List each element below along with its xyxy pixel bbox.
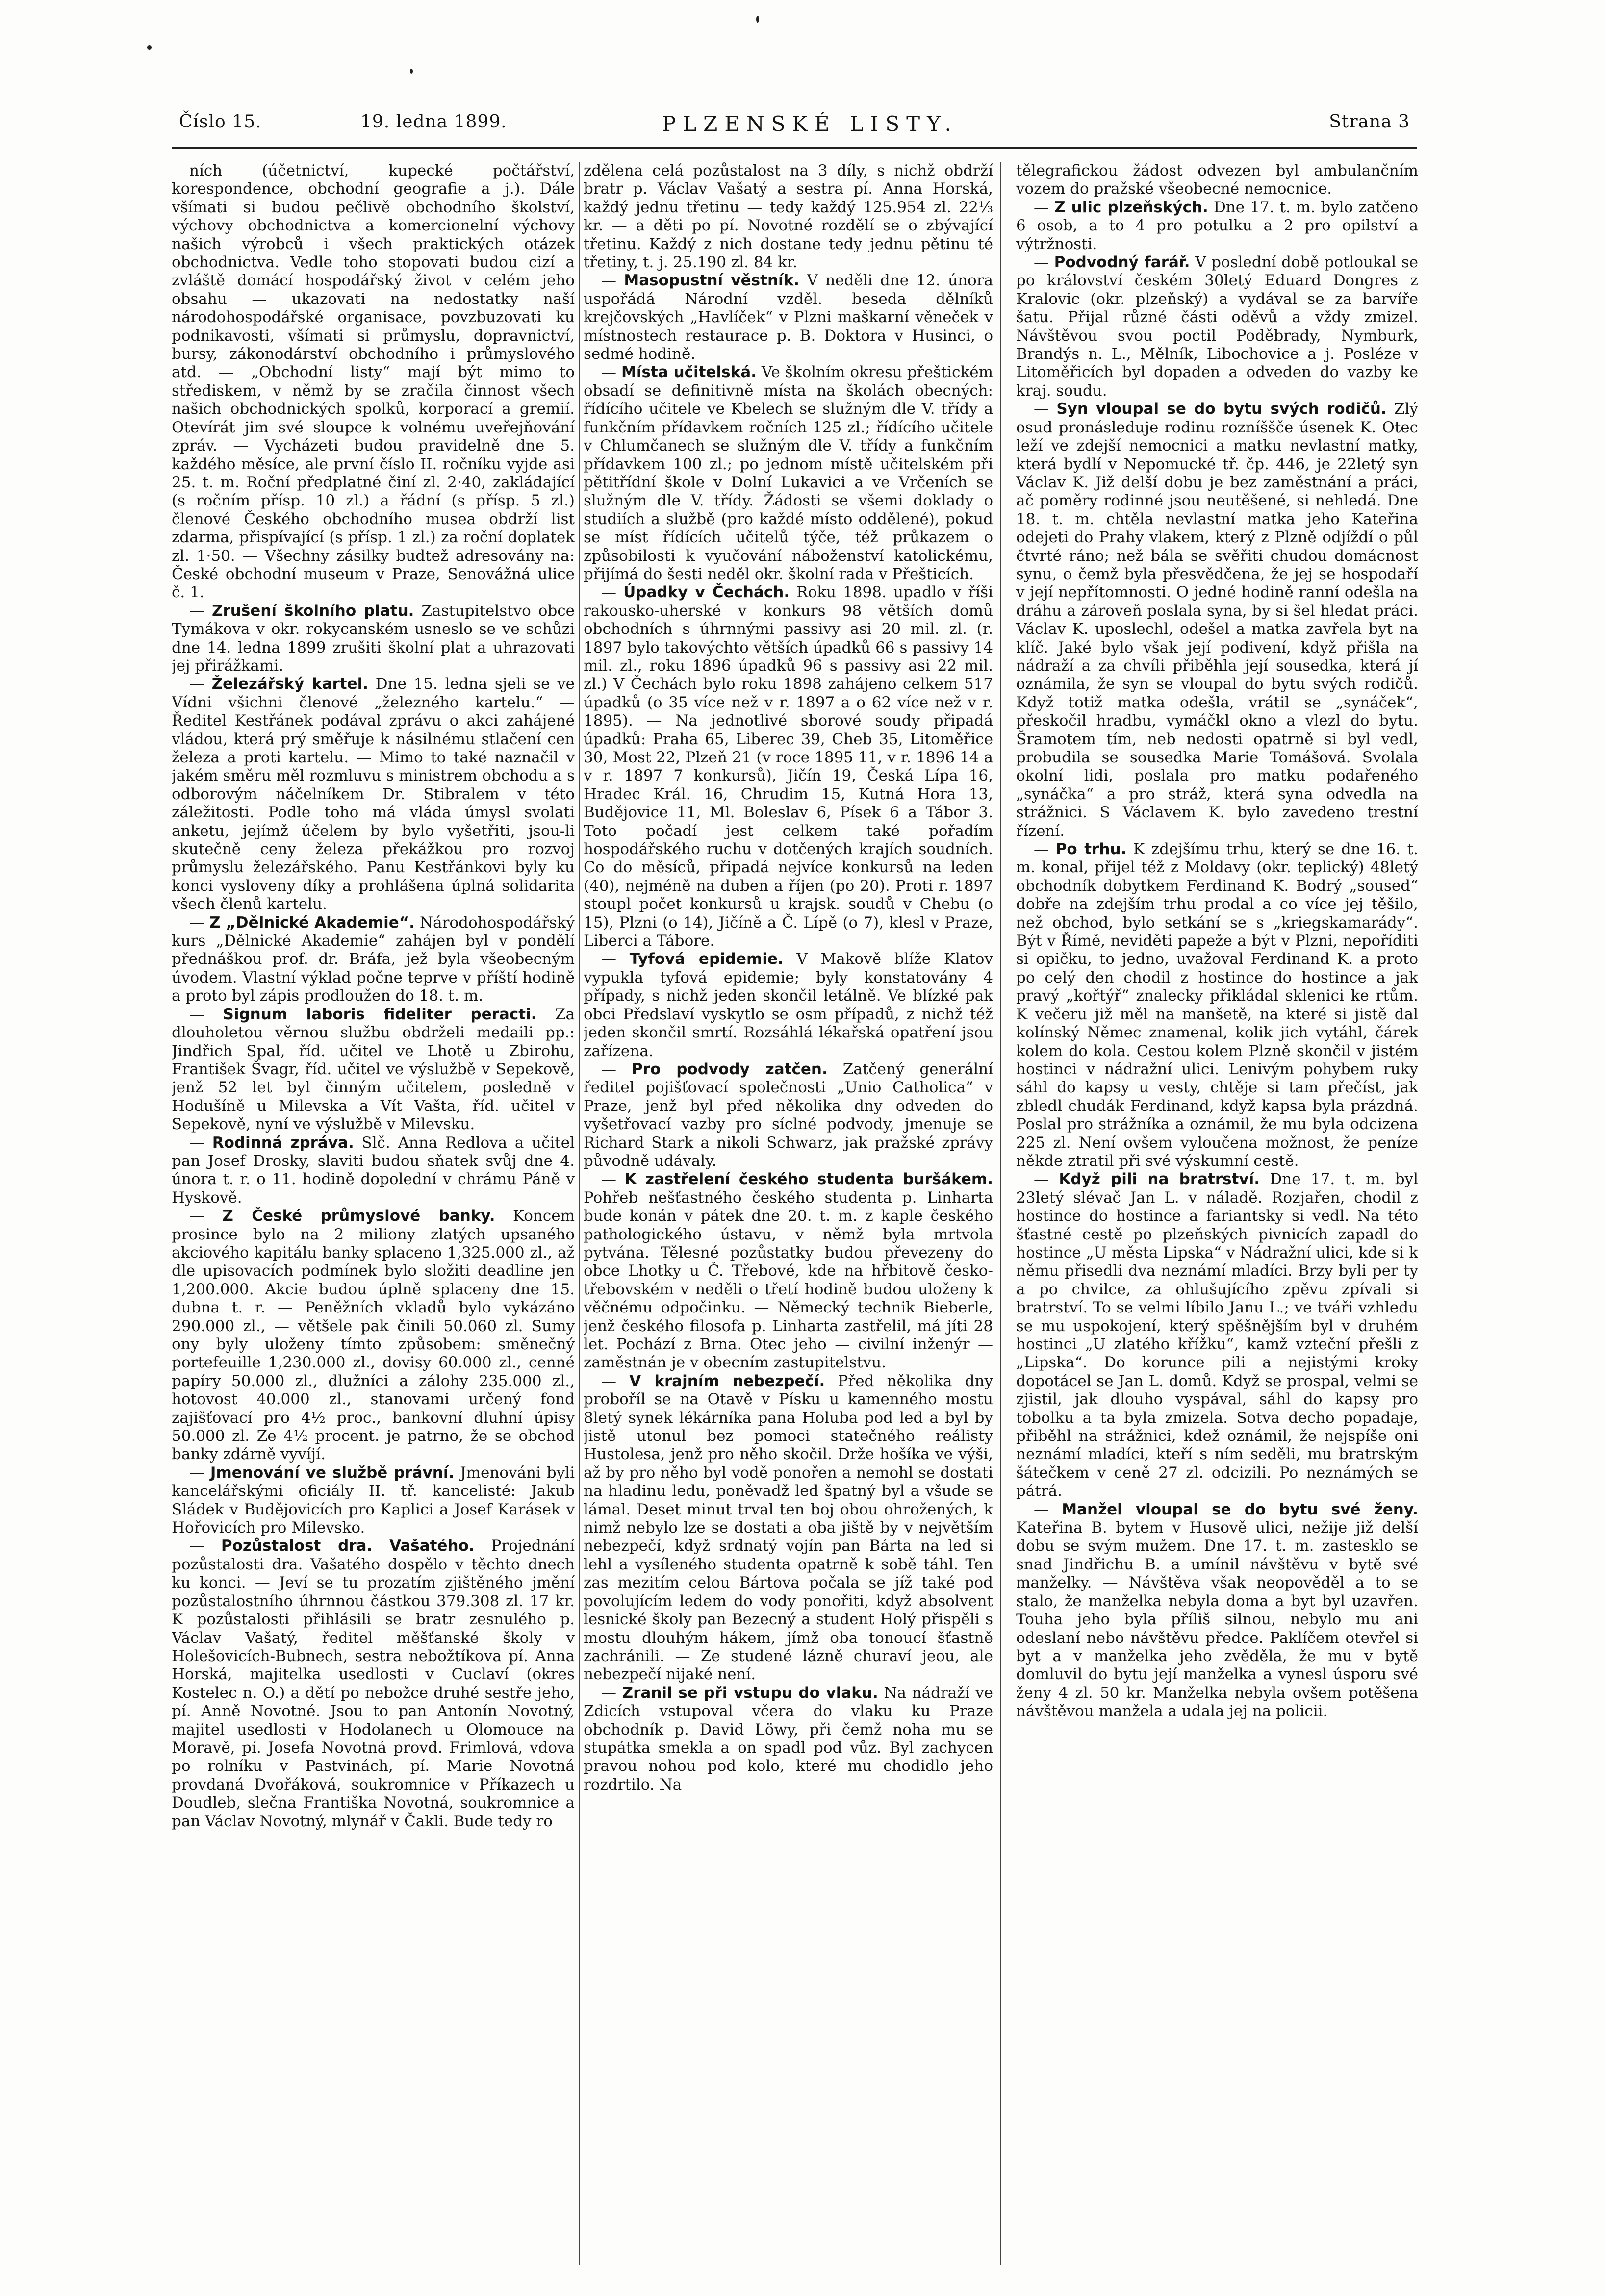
article: — Pro podvody zatčen. Zatčený generální ředitel pojišťovací společnosti „Unio Catholica“ v Praze, jenž byl před několika dny odveden do vyšetřovací vazby pro síclné podvody, jmenuje se Richard Stark a nikoli Schwarz, jak pražské zprávy původně udávaly. bbox=[584, 1060, 993, 1170]
article-text: Národohospodářský kurs „Dělnické Akademie“ zahájen byl v pondělí přednáškou prof. dr. Bráfa, jež byla všeobecným úvodem. Vlastní výklad počne teprve v příští hodině a proto byl zápis prodloužen do 18. t. m. bbox=[172, 913, 575, 1005]
article-text: Jmenováni byli kancelářskými oficiály II. tř. kancelisté: Jakub Sládek v Budějovicích pro Kaplici a Josef Karásek v Hořovicích pro Milevsko. bbox=[172, 1463, 575, 1537]
article-heading: Z ulic plzeňských. bbox=[1054, 198, 1208, 216]
article-text: Slč. Anna Redlova a učitel pan Josef Drosky, slaviti budou sňatek svůj dne 4. února t. r. o 11. hodině dopolední v chrámu Páně v Hyskově. bbox=[172, 1134, 575, 1207]
article-text: zdělena celá pozůstalost na 3 díly, s nichž obdrží bratr p. Václav Vašatý a sestra pí. Anna Horská, každý jednu třetinu — tedy každý 125.954 zl. 22⅓ kr. — a děti po pí. Novotné rozdělí se o zbývající třetinu. Každý z nich dostane tedy jednu pětinu té třetiny, t. j. 25.190 zl. 84 kr. bbox=[584, 162, 993, 272]
newspaper-title: PLZENSKÉ LISTY. bbox=[662, 112, 958, 136]
article: — Z České průmyslové banky. Koncem prosince bylo na 2 miliony zlatých upsaného akciového kapitálu banky splaceno 1,325.000 zl., až dle upisovacích podmínek bylo složiti deadline jen 1,200.000. Akcie budou úplně splaceny dne 15. dubna t. r. — Peněžních vkladů bylo vykázáno 290.000 zl., — většele pak činili 50.060 zl. Sumy ony byly uloženy tímto způsobem: směnečný portefeuille 1,230.000 zl., dovisy 60.000 zl., cenné papíry 50.000 zl., dlužníci a zálohy 235.000 zl., hotovost 40.000 zl., stanovami určený fond zajišťovací pro 4½ proc., bankovní dluhní úpisy 50.000 zl. Ze 4½ procent. je patrno, že se obchod banky zdárně vyvíjí. bbox=[172, 1207, 575, 1463]
article-heading: Úpadky v Čechách. bbox=[623, 583, 790, 602]
article-heading: Manžel vloupal se do bytu své ženy. bbox=[1062, 1500, 1418, 1518]
article-text: Dne 17. t. m. byl 23letý slévač Jan L. v náladě. Rozjařen, chodil z hostince do hostince a fariantsky si vedl. Na této šťastné cestě po plzeňských pivnicích zapadl do hostince „U města Lipska“ v Nádražní ulici, kde si k němu přisedli dva neznámí mladíci. Brzy byli per ty a po chvilce, za ohlušujícího zpěvu zpívali si bratrství. To se velmi líbilo Janu L.; ve tváři vzhledu se mu uspokojení, který spěšnějším byl v druhém hostinci „U zlatého křížku“, kamž vzteční přešli z „Lipska“. Do korunce pili a nejistými kroky dopotácel se Jan L. domů. Když se prospal, velmi se zjistil, jak dlouho vyspával, sáhl do kapsy pro tobolku a ta byla zmizela. Sotva decho popadaje, přiběhl na strážnici, kdež oznámil, že nejspíše oni neznámí mladíci, kteří s ním seděli, mu bratrským šátečkem v ceně 27 zl. odcizili. Po neznámých se pátrá. bbox=[1016, 1170, 1418, 1500]
article-heading: K zastřelení českého studenta buršákem. bbox=[625, 1170, 993, 1188]
page-number: Strana 3 bbox=[1329, 112, 1410, 132]
column-1 bbox=[172, 162, 575, 2260]
article-text: Dne 17. t. m. bylo zatčeno 6 osob, a to 4 pro potulku a 2 pro opilství a výtržnosti. bbox=[1016, 198, 1418, 253]
article-text: Pohřeb nešťastného českého studenta p. Linharta bude konán v pátek dne 20. t. m. z kaple českého pathologického ústavu, v němž byla mrtvola pytvána. Tělesné pozůstatky budou převezeny do obce Lhotky u Č. Třebové, kde na hřbitově česko-třebovském v neděli o třetí hodině budou uloženy k věčnému odpočinku. — Německý technik Bieberle, jenž českého filosofa p. Linharta zastřelil, má jíti 28 let. Pochází z Brna. Otec jeho — civilní inženýr — zaměstnán je v obecním zastupitelstvu. bbox=[584, 1188, 993, 1372]
article-heading: Místa učitelská. bbox=[621, 363, 757, 381]
article: — Železářský kartel. Dne 15. ledna sjeli se ve Vídni všichni členové „železného kartelu.“ — Ředitel Kestřánek podával zprávu o akci zahájené vládou, která prý směřuje k násilnému stlačení cen železa a proti kartelu. — Mimo to také naznačil v jakém směru měl rozmluvu s ministrem obchodu a s odborovým náčelníkem Dr. Stibralem v této záležitosti. Podle toho má vláda úmysl svolati anketu, jejímž účelem by bylo vyšetřiti, jsou-li skutečně ceny železa překážkou pro rozvoj průmyslu železářského. Panu Kestřánkovi byly ku konci vysloveny díky a prohlášena úplná solidarita všech členů kartelu. bbox=[172, 675, 575, 913]
article: — Když pili na bratrství. Dne 17. t. m. byl 23letý slévač Jan L. v náladě. Rozjařen, chodil z hostince do hostince a fariantsky si vedl. Na této šťastné cestě po plzeňských pivnicích zapadl do hostince „U města Lipska“ v Nádražní ulici, kde si k němu přisedli dva neznámí mladíci. Brzy byli per ty a po chvilce, za ohlušujícího zpěvu zpívali si bratrství. To se velmi líbilo Janu L.; ve tváři vzhledu se mu uspokojení, který spěšnějším byl v druhém hostinci „U zlatého křížku“, kamž vzteční přešli z „Lipska“. Do korunce pili a nejistými kroky dopotácel se Jan L. domů. Když se prospal, velmi se zjistil, jak dlouho vyspával, sáhl do kapsy pro tobolku a ta byla zmizela. Sotva decho popadaje, přiběhl na strážnici, kdež oznámil, že nejspíše oni neznámí mladíci, kteří s ním seděli, mu bratrským šátečkem v ceně 27 zl. odcizili. Po neznámých se pátrá. bbox=[1016, 1170, 1418, 1500]
article-heading: Z „Dělnické Akademie“. bbox=[209, 913, 415, 932]
article-text: Na nádraží ve Zdicích vstupoval včera do vlaku ku Praze obchodník p. David Löwy, při čemž noha mu se stupátka smekla a on spadl pod vůz. Byl zachycen pravou nohou pod kolo, které mu chodidlo jeho rozdrtilo. Na bbox=[584, 1684, 993, 1793]
article-heading: Z České průmyslové banky. bbox=[222, 1207, 495, 1225]
article-heading: Tyfová epidemie. bbox=[629, 950, 784, 968]
article-heading: Po trhu. bbox=[1055, 840, 1127, 858]
page-header bbox=[179, 112, 1410, 141]
article: — Pozůstalost dra. Vašatého. Projednání pozůstalosti dra. Vašatého dospělo v těchto dnech ku konci. — Jeví se tu prozatím zjištěného jmění pozůstalostního úhrnnou částkou 379.308 zl. 17 kr. K pozůstalosti přihlásili se bratr zesnulého p. Václav Vašatý, ředitel měšťanské školy v Holešovicích-Bubnech, sestra nebožtíkova pí. Anna Horská, majitelka usedlosti v Cuclaví (okres Kostelec n. O.) a dětí po nebožce druhé sestře jeho, pí. Anně Novotné. Jsou to pan Antonín Novotný, majitel usedlosti v Hodolanech u Olomouce na Moravě, pí. Josefa Novotná provd. Frimlová, vdova po rolníku v Pastvinách, pí. Marie Novotná provdaná Dvořáková, soukromnice v Příkazech u Doudleb, slečna Františka Novotná, soukromnice a pan Václav Novotný, mlynář v Čakli. Bude tedy ro bbox=[172, 1537, 575, 1830]
scan-speck bbox=[147, 45, 152, 50]
article-text: ních (účetnictví, kupecké počtářství, korespondence, obchodní geografie a j.). Dále všímati si budou pečlivě obchodního školství, výchovy obchodnictva a komercionelní výchovy našich výrobců i všech praktických otázek obchodnictva. Vedle toho stopovati budou cizí a zvláště domácí hospodářský život v celém jeho obsahu — ukazovati na nedostatky naší národohospodářské organisace, povzbuzovati ku podnikavosti, všímati si průmyslu, dopravnictví, bursy, zákonodárství obchodního i průmyslového atd. — „Obchodní listy“ mají být mimo to střediskem, v němž by se zračila činnost všech našich obchodnických spolků, korporací a gremií. Otevírát jim své sloupce k volnému uveřejňování zpráv. — Vycházeti budou pravidelně dne 5. každého měsíce, ale první číslo II. ročníku vyjde asi 25. t. m. Roční předplatné činí zl. 2·40, zakládající (s ročním přísp. 10 zl.) a řádní (s přísp. 5 zl.) členové Českého obchodního musea obdrží list zdarma, přispívající (s přísp. 1 zl.) za roční doplatek zl. 1·50. — Všechny zásilky budtež adresovány na: České obchodní museum v Praze, Senovážná ulice č. 1. bbox=[172, 162, 575, 602]
article-heading: V krajním nebezpečí. bbox=[629, 1372, 825, 1390]
article: — Místa učitelská. Ve školním okresu přeštickém obsadí se definitivně místa na školách obecných: řídícího učitele ve Kbelech se služným dle V. třídy a funkčním přídavkem ročních 125 zl.; řídícího učitele v Chlumčanech se služným dle V. třídy a funkčním přídavkem 100 zl.; po jednom místě učitelském při pětitřídní škole v Dolní Lukavici a ve Vrčeních se služným dle V. třídy. Žádosti se všemi doklady o studiích a službě (pro každé místo oddělené), pokud se míst řídících učitelů týče, též průkazem o způsobilosti k vyučování náboženství katolickému, přijímá do šesti neděl okr. školní rada v Přešticích. bbox=[584, 363, 993, 583]
header-rule bbox=[172, 147, 1417, 149]
article: — Z „Dělnické Akademie“. Národohospodářský kurs „Dělnické Akademie“ zahájen byl v pondělí přednáškou prof. dr. Bráfa, jež byla všeobecným úvodem. Vlastní výklad počne teprve v příští hodině a proto byl zápis prodloužen do 18. t. m. bbox=[172, 913, 575, 1005]
article-text: Zlý osud pronásleduje rodinu rozníššče úsenek K. Otec leží ve zdejší nemocnici a matku nevlastní matky, která bydlí v Nepomucké tř. čp. 446, je 22letý syn Václav K. Již delší dobu je bez zaměstnání a práci, ač poměry rodinné jsou neutěšené, si nehledá. Dne 18. t. m. chtěla nevlastní matka jeho Kateřina odejeti do Prahy vlakem, který z Plzně odjíždí o půl čtvrté ráno; než bála se svěřiti chudou domácnost synu, o čemž byla přesvědčena, že jej se hospodaří v její nepřítomnosti. O jedné hodině ranní odešla na dráhu a zároveň poslala syna, by si šel hledat práci. Václav K. uposlechl, odešel a matka zavřela byt na klíč. Jaké bylo však její podivení, když přišla na nádraží a za chvíli přiběhla její sousedka, která jí oznámila, že syn se vloupal do bytu svých rodičů. Když totiž matka odešla, vrátil se „synáček“, přeskočil hradbu, vymáčkl okno a vlezl do bytu. Šramotem tím, neb nedosti opatrně si byl vedl, probudila se sousedka Marie Tomášová. Svolala okolní lidi, poslala pro matku podařeného „synáčka“ a pro stráž, která syna odvedla na strážnici. S Václavem K. bylo zavedeno trestní řízení. bbox=[1016, 400, 1418, 840]
article-text: V poslední době potloukal se po království českém 30letý Eduard Dongres z Kralovic (okr. plzeňský) a vydával se za barvíře šatu. Přijal různé části oděvů a vždy zmizel. Návštěvou svou poctil Poděbrady, Nymburk, Brandýs n. L., Mělník, Libochovice a j. Posléze v Litoměřicích byl dopaden a odveden do vazby ke kraj. soudu. bbox=[1016, 253, 1418, 400]
article-text: Roku 1898. upadlo v říši rakousko-uherské v konkurs 98 větších domů obchodních s úhrnnými passivy asi 20 mil. zl. (r. 1897 bylo takovýchto větších úpadků 66 s passivy 14 mil. zl., roku 1896 úpadků 96 s passivy asi 22 mil. zl.) V Čechách bylo roku 1898 zahájeno celkem 517 úpadků (o 35 více než v r. 1897 a o 62 více než v r. 1895). — Na jednotlivé sborové soudy připadá úpadků: Praha 65, Liberec 39, Cheb 35, Litoměřice 30, Most 22, Plzeň 21 (v roce 1895 11, v r. 1896 14 a v r. 1897 7 konkursů), Jičín 19, Česká Lípa 16, Hradec Král. 16, Chrudim 15, Kutná Hora 13, Budějovice 11, Ml. Boleslav 6, Písek 6 a Tábor 3. Toto počadí jest celkem také pořadím hospodářského ruchu v dotčených krajích soudních. Co do měsíců, připadá nejvíce konkursů na leden (40), nejméně na duben a říjen (po 20). Proti r. 1897 stoupl počet konkursů u krajsk. soudů v Chebu (o 15), Plzni (o 14), Jičíně a Č. Lípě (o 7), klesl v Praze, Liberci a Tábore. bbox=[584, 583, 993, 950]
article-heading: Podvodný farář. bbox=[1054, 253, 1190, 272]
article-heading: Železářský kartel. bbox=[211, 675, 369, 693]
article-heading: Pozůstalost dra. Vašatého. bbox=[221, 1537, 475, 1555]
scan-speck bbox=[410, 69, 413, 74]
issue-number: Číslo 15. bbox=[179, 112, 262, 132]
article: — Manžel vloupal se do bytu své ženy. Kateřina B. bytem v Husově ulici, nežije již delší dobu se svým mužem. Dne 17. t. m. zastesklo se snad Jindřichu B. a umínil návštěvu v bytě své manželky. — Návštěva však neopověděl a to se stalo, že manželka nebyla doma a byt byl uzavřen. Touha jeho byla příliš silnou, nebylo mu ani odeslaní nebo návštěvu předce. Paklíčem otevřel si byt a v manželka jeho zvěděla, že mu v bytě domluvil do bytu její manželka a vynesl úsporu své ženy 4 zl. 50 kr. Manželka nebyla ovšem potěšena návštěvou manžela a udala jej na policii. bbox=[1016, 1500, 1418, 1720]
article: — V krajním nebezpečí. Před několika dny proboříl se na Otavě v Písku u kamenného mostu 8letý synek lékárníka pana Holuba pod led a byl by jistě utonul bez pomoci statečného reálisty Hustolesa, jenž pro něho skočil. Drže hošíka ve výši, až by pro něho byl vodě ponořen a nemohl se dostati na hladinu ledu, poněvadž led špatný byl a všude se lámal. Deset minut trval ten boj obou ohrožených, k nimž nebylo lze se dostati a oba jiště by v největším nebezpečí, když srdnatý vojín pan Bárta na led si lehl a vysíleného studenta opatrně k sobě táhl. Ten zas mezitím celou Bártova počala se jíž také pod povolujícím ledem do vody ponořiti, když absolvent lesnické školy pan Bezecný a student Holý přispěli s mostu dlouhým hákem, jímž oba tonoucí šťastně zachránili. — Ze studené lázně churaví jeou, ale nebezpečí nijaké není. bbox=[584, 1372, 993, 1684]
article: — Tyfová epidemie. V Makově blíže Klatov vypukla tyfová epidemie; byly konstatovány 4 případy, s nichž jeden skončil letálně. Ve blízké pak obci Předslaví vyskytlo se osm případů, z nichž též jeden skončil smrtí. Rozsáhlá lékařská opatření jsou zařízena. bbox=[584, 950, 993, 1060]
article: — Zranil se při vstupu do vlaku. Na nádraží ve Zdicích vstupoval včera do vlaku ku Praze obchodník p. David Löwy, při čemž noha mu se stupátka smekla a on spadl pod vůz. Byl zachycen pravou nohou pod kolo, které mu chodidlo jeho rozdrtilo. Na bbox=[584, 1684, 993, 1793]
article: — Z ulic plzeňských. Dne 17. t. m. bylo zatčeno 6 osob, a to 4 pro potulku a 2 pro opilství a výtržnosti. bbox=[1016, 198, 1418, 253]
article-text: K zdejšímu trhu, který se dne 16. t. m. konal, přijel též z Moldavy (okr. teplický) 48letý obchodník dobytkem Ferdinand K. Bodrý „soused“ dobře na zdejším trhu prodal a co více jej těšilo, než obchod, bylo setkání se s „kriegskamarády“. Být v Římě, neviděti papeže a být v Plzni, nepoříditi si opičku, to jedno, uvažoval Ferdinand K. a proto po celý den chodil z hostince do hostince a jak pravý „kořtýř“ znalecky přikládal sklenici ke rtům. K večeru již měl na manšetě, na které si jistě dal kolínský Němec znamenal, kolik jich vytáhl, čárek kolem do kola. Cestou kolem Plzně skončil v jistém hostinci v nádražní ulici. Lenivým pohybem ruky sáhl do kapsy u vesty, chtěje si tam přečíst, jak zbledl chudák Ferdinand, když kapsa byla prázdná. Poslal pro strážníka a oznámil, že mu byla odcizena 225 zl. Není ovšem vyloučena možnost, že peníze někde ztratil při své výskumní cestě. bbox=[1016, 840, 1418, 1170]
article-heading: Syn vloupal se do bytu svých rodičů. bbox=[1056, 400, 1387, 418]
article-text: tělegrafickou žádost odvezen byl ambulančním vozem do pražské všeobecné nemocnice. bbox=[1016, 162, 1418, 198]
article-heading: Zrušení školního platu. bbox=[211, 602, 414, 620]
column-divider bbox=[579, 162, 580, 2265]
article-text: Dne 15. ledna sjeli se ve Vídni všichni členové „železného kartelu.“ — Ředitel Kestřánek podával zprávu o akci zahájené vládou, která prý směřuje k násilnému stlačení cen železa a proti kartelu. — Mimo to také naznačil v jakém směru měl rozmluvu s ministrem obchodu a s odborovým náčelníkem Dr. Stibralem v této záležitosti. Podle toho má vláda úmysl svolati anketu, jejímž účelem by bylo vyšetřiti, jsou-li skutečně ceny železa překážkou pro rozvoj průmyslu železářského. Panu Kestřánkovi byly ku konci vysloveny díky a prohlášena úplná solidarita všech členů kartelu. bbox=[172, 675, 575, 913]
article: — Rodinná zpráva. Slč. Anna Redlova a učitel pan Josef Drosky, slaviti budou sňatek svůj dne 4. února t. r. o 11. hodině dopolední v chrámu Páně v Hyskově. bbox=[172, 1134, 575, 1207]
article: — Podvodný farář. V poslední době potloukal se po království českém 30letý Eduard Dongres z Kralovic (okr. plzeňský) a vydával se za barvíře šatu. Přijal různé části oděvů a vždy zmizel. Návštěvou svou poctil Poděbrady, Nymburk, Brandýs n. L., Mělník, Libochovice a j. Posléze v Litoměřicích byl dopaden a odveden do vazby ke kraj. soudu. bbox=[1016, 253, 1418, 400]
article: — K zastřelení českého studenta buršákem. Pohřeb nešťastného českého studenta p. Linharta bude konán v pátek dne 20. t. m. z kaple českého pathologického ústavu, v němž byla mrtvola pytvána. Tělesné pozůstatky budou převezeny do obce Lhotky u Č. Třebové, kde na hřbitově česko-třebovském v neděli o třetí hodině budou uloženy k věčnému odpočinku. — Německý technik Bieberle, jenž českého filosofa p. Linharta zastřelil, má jíti 28 let. Pochází z Brna. Otec jeho — civilní inženýr — zaměstnán je v obecním zastupitelstvu. bbox=[584, 1170, 993, 1372]
article bbox=[172, 162, 575, 602]
article-text: V Makově blíže Klatov vypukla tyfová epidemie; byly konstatovány 4 případy, s nichž jeden skončil letálně. Ve blízké pak obci Předslaví vyskytlo se osm případů, z nichž též jeden skončil smrtí. Rozsáhlá lékařská opatření jsou zařízena. bbox=[584, 950, 993, 1060]
article: — Po trhu. K zdejšímu trhu, který se dne 16. t. m. konal, přijel též z Moldavy (okr. teplický) 48letý obchodník dobytkem Ferdinand K. Bodrý „soused“ dobře na zdejším trhu prodal a co více jej těšilo, než obchod, bylo setkání se s „kriegskamarády“. Být v Římě, neviděti papeže a být v Plzni, nepoříditi si opičku, to jedno, uvažoval Ferdinand K. a proto po celý den chodil z hostince do hostince a jak pravý „kořtýř“ znalecky přikládal sklenici ke rtům. K večeru již měl na manšetě, na které si jistě dal kolínský Němec znamenal, kolik jich vytáhl, čárek kolem do kola. Cestou kolem Plzně skončil v jistém hostinci v nádražní ulici. Lenivým pohybem ruky sáhl do kapsy u vesty, chtěje si tam přečíst, jak zbledl chudák Ferdinand, když kapsa byla prázdná. Poslal pro strážníka a oznámil, že mu byla odcizena 225 zl. Není ovšem vyloučena možnost, že peníze někde ztratil při své výskumní cestě. bbox=[1016, 840, 1418, 1170]
article-text: Zastupitelstvo obce Tymákova v okr. rokycanském usneslo se ve schůzi dne 14. ledna 1899 zrušiti školní plat a uhrazovati jej přirážkami. bbox=[172, 602, 575, 675]
column-divider bbox=[1000, 162, 1001, 2265]
article bbox=[584, 162, 993, 272]
column-2 bbox=[584, 162, 993, 2260]
article-text: Kateřina B. bytem v Husově ulici, nežije již delší dobu se svým mužem. Dne 17. t. m. zastesklo se snad Jindřichu B. a umínil návštěvu v bytě své manželky. — Návštěva však neopověděl a to se stalo, že manželka nebyla doma a byt byl uzavřen. Touha jeho byla příliš silnou, nebylo mu ani odeslaní nebo návštěvu předce. Paklíčem otevřel si byt a v manželka jeho zvěděla, že mu v bytě domluvil do bytu její manželka a vynesl úsporu své ženy 4 zl. 50 kr. Manželka nebyla ovšem potěšena návštěvou manžela a udala jej na policii. bbox=[1016, 1519, 1418, 1720]
article: — Jmenování ve službě právní. Jmenováni byli kancelářskými oficiály II. tř. kancelisté: Jakub Sládek v Budějovicích pro Kaplici a Josef Karásek v Hořovicích pro Milevsko. bbox=[172, 1463, 575, 1537]
article-text: Ve školním okresu přeštickém obsadí se definitivně místa na školách obecných: řídícího učitele ve Kbelech se služným dle V. třídy a funkčním přídavkem ročních 125 zl.; řídícího učitele v Chlumčanech se služným dle V. třídy a funkčním přídavkem 100 zl.; po jednom místě učitelském při pětitřídní škole v Dolní Lukavici a ve Vrčeních se služným dle V. třídy. Žádosti se všemi doklady o studiích a službě (pro každé místo oddělené), pokud se míst řídících učitelů týče, též průkazem o způsobilosti k vyučování náboženství katolickému, přijímá do šesti neděl okr. školní rada v Přešticích. bbox=[584, 363, 993, 583]
article: — Syn vloupal se do bytu svých rodičů. Zlý osud pronásleduje rodinu rozníššče úsenek K. Otec leží ve zdejší nemocnici a matku nevlastní matky, která bydlí v Nepomucké tř. čp. 446, je 22letý syn Václav K. Již delší dobu je bez zaměstnání a práci, ač poměry rodinné jsou neutěšené, si nehledá. Dne 18. t. m. chtěla nevlastní matka jeho Kateřina odejeti do Prahy vlakem, který z Plzně odjíždí o půl čtvrté ráno; než bála se svěřiti chudou domácnost synu, o čemž byla přesvědčena, že jej se hospodaří v její nepřítomnosti. O jedné hodině ranní odešla na dráhu a zároveň poslala syna, by si šel hledat práci. Václav K. uposlechl, odešel a matka zavřela byt na klíč. Jaké bylo však její podivení, když přišla na nádraží a za chvíli přiběhla její sousedka, která jí oznámila, že syn se vloupal do bytu svých rodičů. Když totiž matka odešla, vrátil se „synáček“, přeskočil hradbu, vymáčkl okno a vlezl do bytu. Šramotem tím, neb nedosti opatrně si byl vedl, probudila se sousedka Marie Tomášová. Svolala okolní lidi, poslala pro matku podařeného „synáčka“ a pro stráž, která syna odvedla na strážnici. S Václavem K. bylo zavedeno trestní řízení. bbox=[1016, 400, 1418, 840]
article: — Zrušení školního platu. Zastupitelstvo obce Tymákova v okr. rokycanském usneslo se ve schůzi dne 14. ledna 1899 zrušiti školní plat a uhrazovati jej přirážkami. bbox=[172, 602, 575, 675]
column-3 bbox=[1016, 162, 1418, 2260]
article-text: Zatčený generální ředitel pojišťovací společnosti „Unio Catholica“ v Praze, jenž byl před několika dny odveden do vyšetřovací vazby pro síclné podvody, jmenuje se Richard Stark a nikoli Schwarz, jak pražské zprávy původně udávaly. bbox=[584, 1060, 993, 1170]
article-text: Před několika dny proboříl se na Otavě v Písku u kamenného mostu 8letý synek lékárníka pana Holuba pod led a byl by jistě utonul bez pomoci statečného reálisty Hustolesa, jenž pro něho skočil. Drže hošíka ve výši, až by pro něho byl vodě ponořen a nemohl se dostati na hladinu ledu, poněvadž led špatný byl a všude se lámal. Deset minut trval ten boj obou ohrožených, k nimž nebylo lze se dostati a oba jiště by v největším nebezpečí, když srdnatý vojín pan Bárta na led si lehl a vysíleného studenta opatrně k sobě táhl. Ten zas mezitím celou Bártova počala se jíž také pod povolujícím ledem do vody ponořiti, když absolvent lesnické školy pan Bezecný a student Holý přispěli s mostu dlouhým hákem, jímž oba tonoucí šťastně zachránili. — Ze studené lázně churaví jeou, ale nebezpečí nijaké není. bbox=[584, 1372, 993, 1684]
article-text: V neděli dne 12. února uspořádá Národní vzděl. beseda dělníků krejčovských „Havlíček“ v Plzni maškarní věneček v místnostech restaurace p. B. Doktora v Husinci, o sedmé hodině. bbox=[584, 272, 993, 363]
article-heading: Signum laboris fideliter peracti. bbox=[223, 1005, 537, 1023]
article-heading: Když pili na bratrství. bbox=[1059, 1170, 1260, 1188]
article-heading: Masopustní věstník. bbox=[624, 272, 800, 290]
article-text: Za dlouholetou věrnou službu obdrželi medaili pp.: Jindřich Spal, říd. učitel ve Lhotě u Zbirohu, František Švagr, říd. učitel ve výslužbě v Sepekově, jenž 52 let byl činným učitelem, posledně v Hodušíně u Milevska a Vít Vašta, říd. učitel v Sepekově, nyní ve výslužbě v Milevsku. bbox=[172, 1005, 575, 1134]
article: — Úpadky v Čechách. Roku 1898. upadlo v říši rakousko-uherské v konkurs 98 větších domů obchodních s úhrnnými passivy asi 20 mil. zl. (r. 1897 bylo takovýchto větších úpadků 66 s passivy 14 mil. zl., roku 1896 úpadků 96 s passivy asi 22 mil. zl.) V Čechách bylo roku 1898 zahájeno celkem 517 úpadků (o 35 více než v r. 1897 a o 62 více než v r. 1895). — Na jednotlivé sborové soudy připadá úpadků: Praha 65, Liberec 39, Cheb 35, Litoměřice 30, Most 22, Plzeň 21 (v roce 1895 11, v r. 1896 14 a v r. 1897 7 konkursů), Jičín 19, Česká Lípa 16, Hradec Král. 16, Chrudim 15, Kutná Hora 13, Budějovice 11, Ml. Boleslav 6, Písek 6 a Tábor 3. Toto počadí jest celkem také pořadím hospodářského ruchu v dotčených krajích soudních. Co do měsíců, připadá nejvíce konkursů na leden (40), nejméně na duben a říjen (po 20). Proti r. 1897 stoupl počet konkursů u krajsk. soudů v Chebu (o 15), Plzni (o 14), Jičíně a Č. Lípě (o 7), klesl v Praze, Liberci a Tábore. bbox=[584, 583, 993, 950]
article-heading: Rodinná zpráva. bbox=[212, 1134, 354, 1152]
article: — Masopustní věstník. V neděli dne 12. února uspořádá Národní vzděl. beseda dělníků krejčovských „Havlíček“ v Plzni maškarní věneček v místnostech restaurace p. B. Doktora v Husinci, o sedmé hodině. bbox=[584, 272, 993, 363]
article: — Signum laboris fideliter peracti. Za dlouholetou věrnou službu obdrželi medaili pp.: Jindřich Spal, říd. učitel ve Lhotě u Zbirohu, František Švagr, říd. učitel ve výslužbě v Sepekově, jenž 52 let byl činným učitelem, posledně v Hodušíně u Milevska a Vít Vašta, říd. učitel v Sepekově, nyní ve výslužbě v Milevsku. bbox=[172, 1005, 575, 1134]
issue-date: 19. ledna 1899. bbox=[360, 112, 507, 132]
article-heading: Jmenování ve službě právní. bbox=[210, 1463, 455, 1482]
article-text: Koncem prosince bylo na 2 miliony zlatých upsaného akciového kapitálu banky splaceno 1,325.000 zl., až dle upisovacích podmínek bylo složiti deadline jen 1,200.000. Akcie budou úplně splaceny dne 15. dubna t. r. — Peněžních vkladů bylo vykázáno 290.000 zl., — většele pak činili 50.060 zl. Sumy ony byly uloženy tímto způsobem: směnečný portefeuille 1,230.000 zl., dovisy 60.000 zl., cenné papíry 50.000 zl., dlužníci a zálohy 235.000 zl., hotovost 40.000 zl., stanovami určený fond zajišťovací pro 4½ proc., bankovní dluhní úpisy 50.000 zl. Ze 4½ procent. je patrno, že se obchod banky zdárně vyvíjí. bbox=[172, 1207, 575, 1463]
scan-speck bbox=[756, 16, 759, 23]
article-text: Projednání pozůstalosti dra. Vašatého dospělo v těchto dnech ku konci. — Jeví se tu prozatím zjištěného jmění pozůstalostního úhrnnou částkou 379.308 zl. 17 kr. K pozůstalosti přihlásili se bratr zesnulého p. Václav Vašatý, ředitel měšťanské školy v Holešovicích-Bubnech, sestra nebožtíkova pí. Anna Horská, majitelka usedlosti v Cuclaví (okres Kostelec n. O.) a dětí po nebožce druhé sestře jeho, pí. Anně Novotné. Jsou to pan Antonín Novotný, majitel usedlosti v Hodolanech u Olomouce na Moravě, pí. Josefa Novotná provd. Frimlová, vdova po rolníku v Pastvinách, pí. Marie Novotná provdaná Dvořáková, soukromnice v Příkazech u Doudleb, slečna Františka Novotná, soukromnice a pan Václav Novotný, mlynář v Čakli. Bude tedy ro bbox=[172, 1537, 575, 1830]
article bbox=[1016, 162, 1418, 199]
article-heading: Zranil se při vstupu do vlaku. bbox=[622, 1684, 878, 1702]
article-heading: Pro podvody zatčen. bbox=[632, 1060, 828, 1078]
